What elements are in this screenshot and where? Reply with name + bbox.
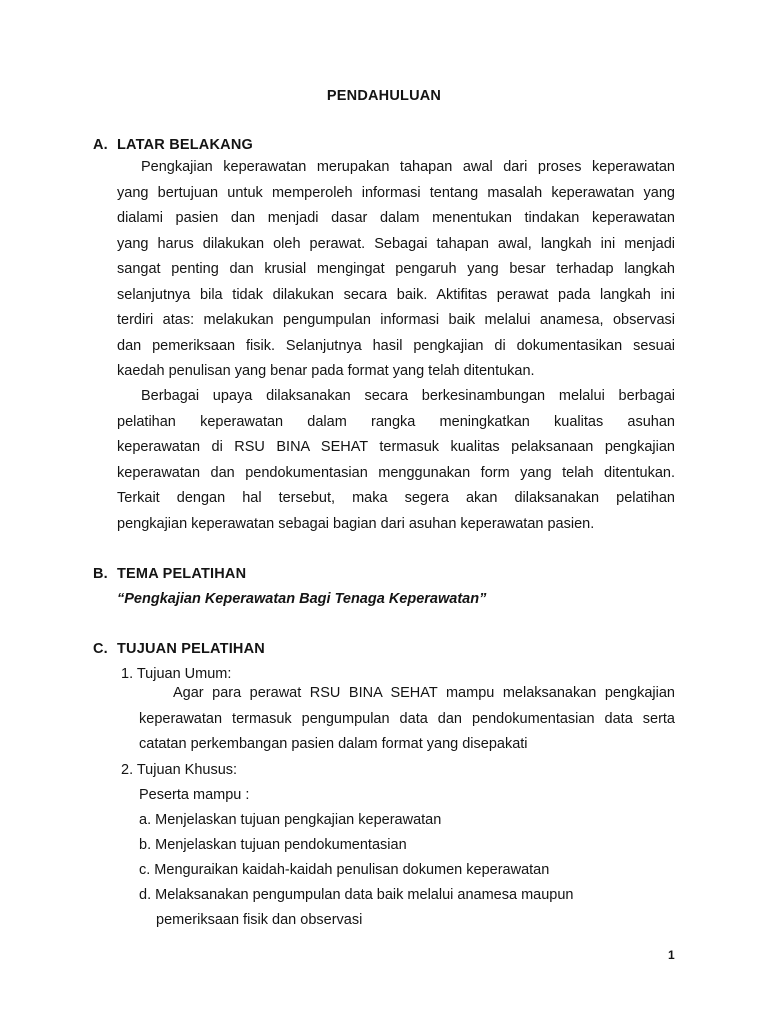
paragraph-line: selanjutnya bila tidak dilakukan secara baik. Aktifitas perawat pada langkah ini bbox=[117, 286, 675, 303]
paragraph-line: keperawatan termasuk pengumpulan data dan pendokumentasian data serta bbox=[139, 710, 675, 727]
section-a-title: LATAR BELAKANG bbox=[117, 137, 253, 153]
section-c-letter: C. bbox=[93, 641, 108, 657]
page-number: 1 bbox=[668, 948, 675, 962]
paragraph-line: pengkajian keperawatan sebagai bagian dari asuhan keperawatan pasien. bbox=[117, 515, 595, 532]
paragraph-line: keperawatan di RSU BINA SEHAT termasuk kualitas pelaksanaan pengkajian bbox=[117, 439, 675, 455]
paragraph-line: pelatihan keperawatan dalam rangka meningkatkan kualitas asuhan bbox=[117, 413, 675, 430]
paragraph-line: yang harus dilakukan oleh perawat. Sebagai tahapan awal, langkah ini menjadi bbox=[117, 235, 675, 252]
paragraph-line: kaedah penulisan yang benar pada format yang telah ditentukan. bbox=[117, 363, 535, 379]
paragraph-line: yang bertujuan untuk memperoleh informasi tentang masalah keperawatan yang bbox=[117, 184, 675, 201]
training-theme: “Pengkajian Keperawatan Bagi Tenaga Keperawatan” bbox=[117, 591, 487, 607]
goal-specific-label: 2. Tujuan Khusus: bbox=[121, 762, 238, 778]
paragraph-line: sangat penting dan krusial mengingat pengaruh yang besar terhadap langkah bbox=[117, 261, 675, 277]
goal-specific-intro: Peserta mampu : bbox=[139, 787, 250, 803]
list-item-continuation: pemeriksaan fisik dan observasi bbox=[156, 912, 363, 928]
list-item: a. Menjelaskan tujuan pengkajian keperawatan bbox=[139, 812, 442, 828]
section-c-title: TUJUAN PELATIHAN bbox=[117, 641, 265, 657]
page-title: PENDAHULUAN bbox=[326, 88, 442, 104]
list-item: c. Menguraikan kaidah-kaidah penulisan dokumen keperawatan bbox=[139, 862, 550, 878]
list-item: d. Melaksanakan pengumpulan data baik melalui anamesa maupun bbox=[139, 887, 574, 903]
paragraph-line: Pengkajian keperawatan merupakan tahapan awal dari proses keperawatan bbox=[141, 159, 675, 175]
paragraph-line: catatan perkembangan pasien dalam format yang disepakati bbox=[139, 736, 528, 752]
paragraph-line: Agar para perawat RSU BINA SEHAT mampu melaksanakan pengkajian bbox=[173, 685, 675, 701]
section-a-paragraph-2 bbox=[117, 384, 675, 537]
list-item: b. Menjelaskan tujuan pendokumentasian bbox=[139, 837, 407, 853]
section-b-title: TEMA PELATIHAN bbox=[117, 566, 247, 582]
paragraph-line: Terkait dengan hal tersebut, maka segera akan dilaksanakan pelatihan bbox=[117, 490, 675, 506]
paragraph-line: terdiri atas: melakukan pengumpulan informasi baik melalui anamesa, observasi bbox=[117, 312, 675, 328]
section-b-letter: B. bbox=[93, 566, 108, 582]
goal-general-label: 1. Tujuan Umum: bbox=[121, 666, 232, 682]
goal-general-text bbox=[139, 681, 675, 758]
paragraph-line: dialami pasien dan menjadi dasar dalam menentukan tindakan keperawatan bbox=[117, 210, 675, 226]
section-a-letter: A. bbox=[93, 137, 108, 153]
paragraph-line: dan pemeriksaan fisik. Selanjutnya hasil pengkajian di dokumentasikan sesuai bbox=[117, 337, 675, 354]
paragraph-line: keperawatan dan pendokumentasian menggunakan form yang telah ditentukan. bbox=[117, 464, 675, 481]
paragraph-line: Berbagai upaya dilaksanakan secara berkesinambungan melalui berbagai bbox=[141, 388, 675, 404]
section-a-paragraph-1 bbox=[117, 155, 675, 385]
